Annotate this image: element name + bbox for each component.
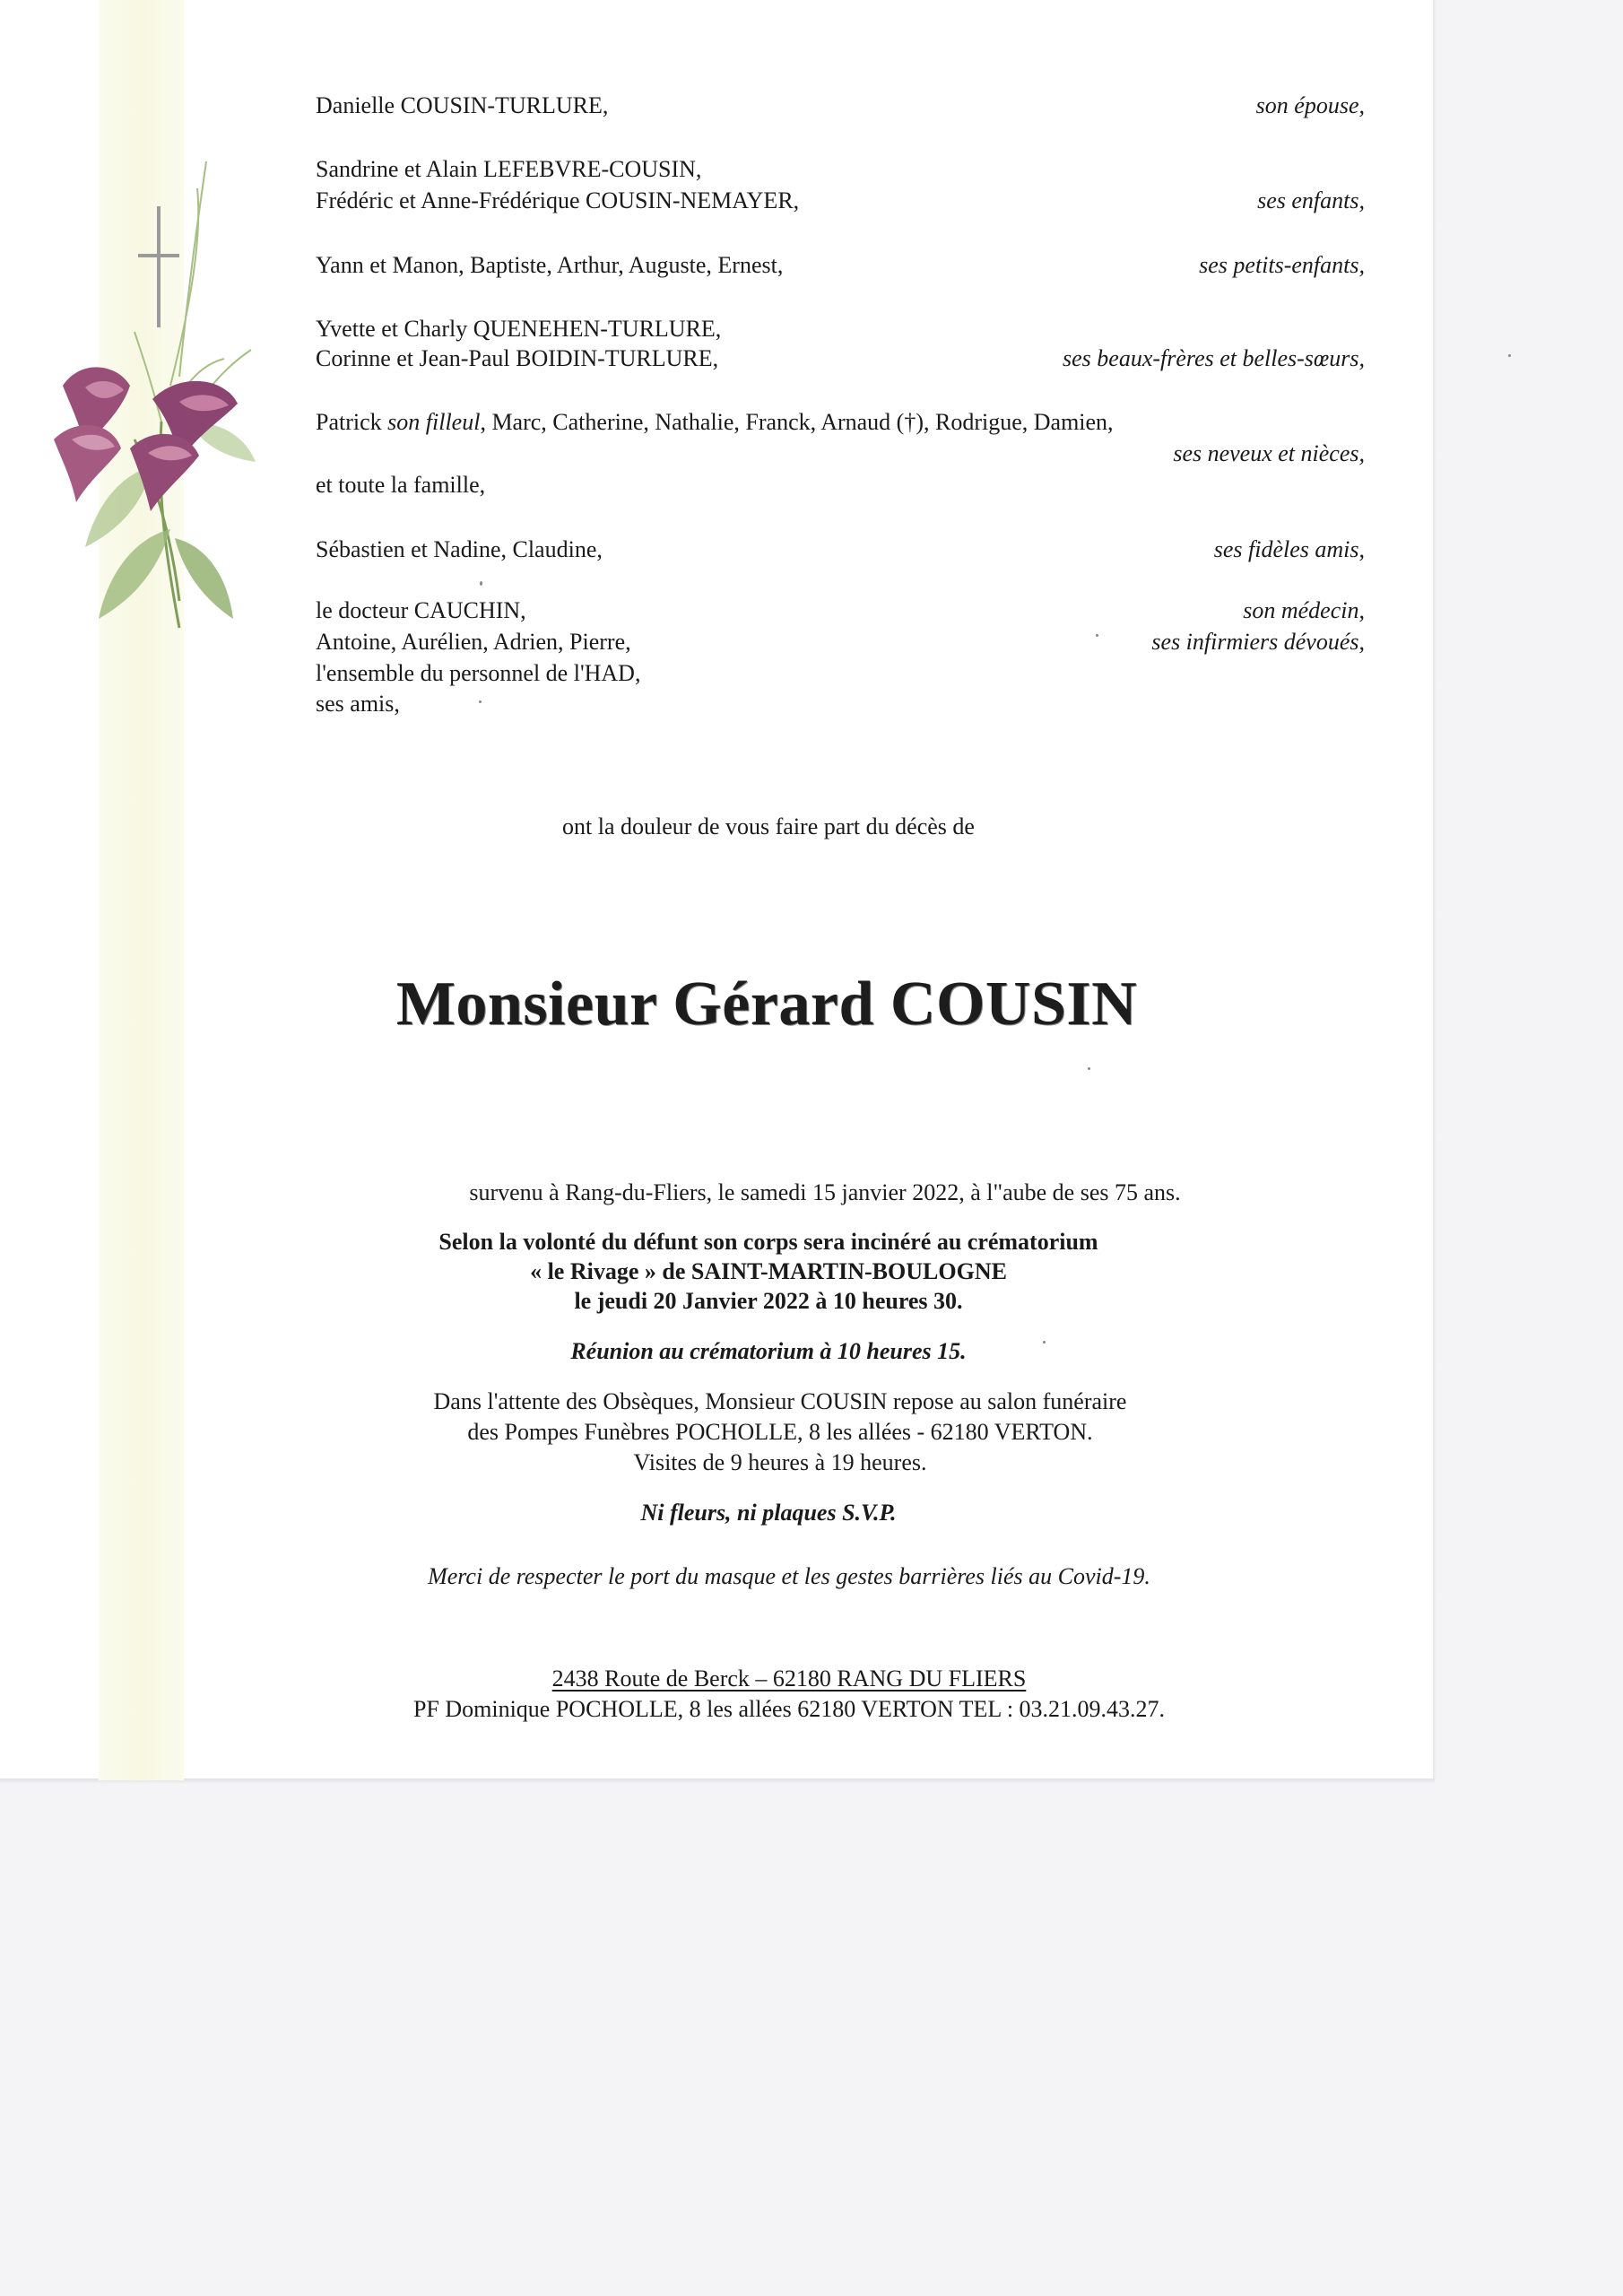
nephew-list: , Marc, Catherine, Nathalie, Franck, Arnaud (†), Rodrigue, Damien, [480,409,1114,435]
family-relation: ses petits-enfants, [1199,252,1365,278]
ceremony-line-2: « le Rivage » de SAINT-MARTIN-BOULOGNE [530,1258,1007,1284]
scan-speck [480,581,482,586]
scan-speck [1508,354,1511,357]
family-name [316,407,1114,438]
godson-label: son filleul [387,409,481,435]
family-name: Danielle COUSIN-TURLURE, [316,92,609,118]
ceremony-line-3: le jeudi 20 Janvier 2022 à 10 heures 30. [574,1288,963,1314]
family-name: l'ensemble du personnel de l'HAD, [316,660,641,686]
family-relation: son épouse, [1255,92,1365,118]
scan-speck [1088,1067,1090,1070]
sheet-bottom-edge [0,1779,1435,1784]
family-name: Sandrine et Alain LEFEBVRE-COUSIN, [316,156,702,182]
family-name: Frédéric et Anne-Frédérique COUSIN-NEMAYER, [316,187,800,213]
nephew-patrick: Patrick [316,409,382,435]
deceased-name: Monsieur Gérard COUSIN [395,970,1138,1039]
family-name: et toute la famille, [316,472,486,498]
rest-place-line-1: Dans l'attente des Obsèques, Monsieur COUSIN repose au salon funéraire [433,1388,1127,1414]
sheet-edge [1433,0,1436,1780]
announcement-text: ont la douleur de vous faire part du décès de [562,813,975,839]
scan-speck [479,700,482,703]
scan-speck [1096,634,1098,637]
meeting-time: Réunion au crématorium à 10 heures 15. [570,1338,967,1364]
lily-and-cross-illustration [45,152,260,655]
funeral-home-contact: PF Dominique POCHOLLE, 8 les allées 62180 VERTON TEL : 03.21.09.43.27. [412,1696,1166,1722]
address: 2438 Route de Berck – 62180 RANG DU FLIERS [551,1665,1027,1692]
ceremony-line-1: Selon la volonté du défunt son corps sera incinéré au crématorium [438,1229,1098,1255]
rest-place-line-3: Visites de 9 heures à 19 heures. [633,1449,927,1475]
cross-icon [138,206,179,327]
family-relation: ses beaux-frères et belles-sœurs, [1063,345,1365,371]
covid-notice: Merci de respecter le port du masque et les gestes barrières liés au Covid-19. [428,1563,1150,1589]
rest-place-line-2: des Pompes Funèbres POCHOLLE, 8 les allées - 62180 VERTON. [467,1419,1093,1445]
family-name: Corinne et Jean-Paul BOIDIN-TURLURE, [316,345,719,371]
family-name: Antoine, Aurélien, Adrien, Pierre, [316,629,631,655]
no-flowers-notice: Ni fleurs, ni plaques S.V.P. [640,1500,897,1526]
family-name: Yvette et Charly QUENEHEN-TURLURE, [316,316,722,342]
family-relation: son médecin, [1243,597,1365,623]
family-name: ses amis, [316,691,400,717]
family-relation: ses infirmiers dévoués, [1151,629,1365,655]
family-relation: ses fidèles amis, [1213,536,1365,562]
death-info: survenu à Rang-du-Fliers, le samedi 15 janvier 2022, à l"aube de ses 75 ans. [469,1179,1181,1205]
family-name: Yann et Manon, Baptiste, Arthur, Auguste, Ernest, [316,252,784,278]
scan-speck [1043,1341,1046,1344]
family-relation: ses enfants, [1257,187,1365,213]
family-name: le docteur CAUCHIN, [316,597,526,623]
family-name: Sébastien et Nadine, Claudine, [316,536,603,562]
family-relation: ses neveux et nièces, [1173,440,1365,466]
